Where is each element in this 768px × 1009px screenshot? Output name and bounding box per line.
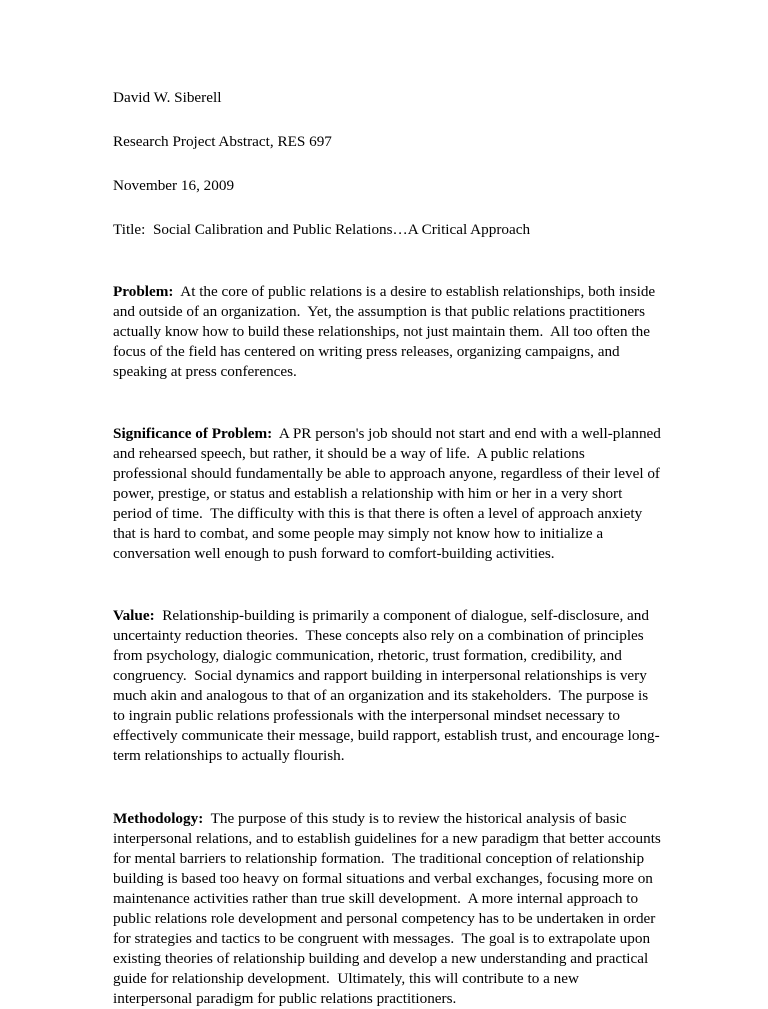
value-section xyxy=(113,606,661,766)
document-page xyxy=(113,88,665,1009)
methodology-paragraph xyxy=(113,809,665,1009)
methodology-label: Methodology: xyxy=(113,810,204,827)
problem-text: At the core of public relations is a desire to establish relationships, both inside and outside of an organization. Yet, the assumption is that public relations practitioners actually know how to build these relationships, not just maintain them. All too often the focus of the field has centered on writing press releases, organizing campaigns, and speaking at press conferences. xyxy=(113,283,659,380)
title-line: Title: Social Calibration and Public Relations…A Critical Approach xyxy=(113,221,531,238)
methodology-section xyxy=(113,809,665,1009)
value-paragraph xyxy=(113,606,661,766)
date-line: November 16, 2009 xyxy=(113,177,235,194)
significance-text: A PR person's job should not start and end with a well-planned and rehearsed speech, but rather, it should be a way of life. A public relations professional should fundamentally be able to approach anyone, regardless of their level of power, prestige, or status and establish a relationship with him or her in a very short period of time. The difficulty with this is that there is often a level of approach anxiety that is hard to combat, and some people may simply not know how to initialize a conversation well enough to push forward to comfort-building activities. xyxy=(113,425,665,562)
methodology-text: The purpose of this study is to review the historical analysis of basic interpersonal relations, and to establish guidelines for a new paradigm that better accounts for mental barriers to relationship formation. The traditional conception of relationship building is based too heavy on formal situations and verbal exchanges, focusing more on maintenance activities rather than true skill development. A more internal approach to public relations role development and personal competency has to be undertaken in order for strategies and tactics to be congruent with messages. The goal is to extrapolate upon existing theories of relationship building and develop a new understanding and practical guide for relationship development. Ultimately, this will contribute to a new interpersonal paradigm for public relations practitioners. xyxy=(113,810,665,1007)
significance-paragraph xyxy=(113,424,665,564)
significance-label: Significance of Problem: xyxy=(113,425,273,442)
significance-section xyxy=(113,424,665,564)
course-line: Research Project Abstract, RES 697 xyxy=(113,133,332,150)
problem-section xyxy=(113,282,661,382)
value-label: Value: xyxy=(113,607,155,624)
problem-paragraph xyxy=(113,282,661,382)
problem-label: Problem: xyxy=(113,283,174,300)
value-text: Relationship-building is primarily a component of dialogue, self-disclosure, and uncertainty reduction theories. These concepts also rely on a combination of principles from psychology, dialogic communication, rhetoric, trust formation, credibility, and congruency. Social dynamics and rapport building in interpersonal relationships is very much akin and analogous to that of an organization and its stakeholders. The purpose is to ingrain public relations professionals with the interpersonal mindset necessary to effectively communicate their message, build rapport, establish trust, and encourage long-term relationships to actually flourish. xyxy=(113,607,660,764)
author-name: David W. Siberell xyxy=(113,89,222,106)
